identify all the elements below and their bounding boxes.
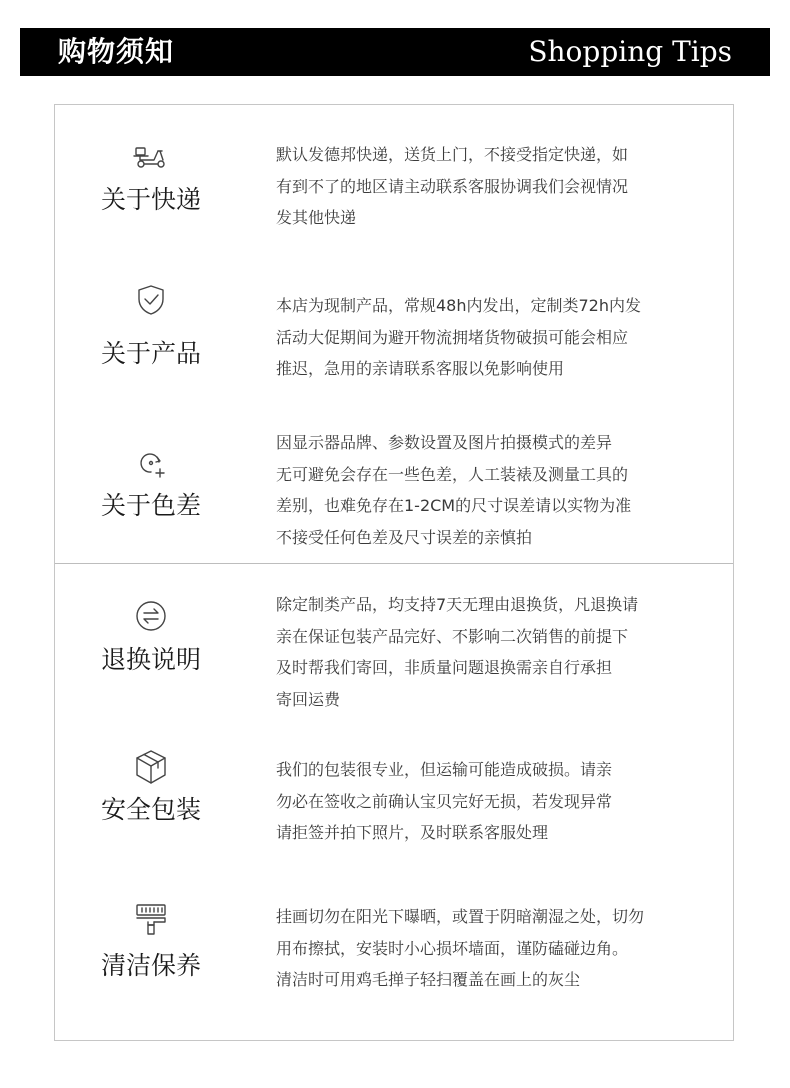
header-title-cn: 购物须知 bbox=[58, 35, 175, 68]
description-line: 挂画切勿在阳光下曝晒，或置于阴暗潮湿之处，切勿 bbox=[276, 907, 645, 926]
description-line: 活动大促期间为避开物流拥堵货物破损可能会相应 bbox=[276, 327, 629, 347]
description-line: 本店为现制产品，常规48h内发出，定制类72h内发 bbox=[276, 296, 642, 315]
description-line: 勿必在签收之前确认宝贝完好无损，若发现异常 bbox=[276, 791, 613, 811]
section-description bbox=[276, 589, 716, 715]
description-line: 亲在保证包装产品完好、不影响二次销售的前提下 bbox=[276, 626, 629, 646]
header-title-en: Shopping Tips bbox=[528, 35, 732, 68]
description-line: 用布擦拭，安装时小心损坏墙面，谨防磕碰边角。 bbox=[276, 938, 629, 958]
section-title: 退换说明 bbox=[100, 645, 201, 674]
description-line: 推迟，急用的亲请联系客服以免影响使用 bbox=[276, 359, 565, 378]
section-title: 安全包装 bbox=[100, 795, 201, 824]
description-line: 差别，也难免存在1-2CM的尺寸误差请以实物为准 bbox=[276, 496, 632, 515]
description-line: 及时帮我们寄回，非质量问题退换需亲自行承担 bbox=[276, 658, 613, 677]
description-line: 除定制类产品，均支持7天无理由退换货，凡退换请 bbox=[276, 595, 639, 614]
description-line: 默认发德邦快递，送货上门，不接受指定快递，如 bbox=[276, 145, 629, 164]
header-bar bbox=[20, 28, 770, 76]
section-description bbox=[276, 290, 716, 385]
section-description bbox=[276, 754, 716, 849]
refresh-plus-icon bbox=[131, 443, 171, 483]
section-divider bbox=[55, 563, 733, 564]
tips-panel bbox=[54, 104, 734, 1041]
package-box-icon bbox=[131, 747, 171, 787]
section-title: 清洁保养 bbox=[100, 951, 201, 980]
section-title: 关于快递 bbox=[100, 185, 201, 214]
description-line: 发其他快递 bbox=[276, 208, 357, 227]
description-line: 寄回运费 bbox=[276, 689, 341, 709]
section-description bbox=[276, 901, 716, 996]
brush-icon bbox=[131, 899, 171, 939]
description-line: 有到不了的地区请主动联系客服协调我们会视情况 bbox=[276, 176, 629, 196]
description-line: 不接受任何色差及尺寸误差的亲慎拍 bbox=[276, 527, 533, 547]
description-line: 清洁时可用鸡毛掸子轻扫覆盖在画上的灰尘 bbox=[276, 970, 581, 989]
section-title: 关于产品 bbox=[100, 339, 201, 368]
shield-check-icon bbox=[131, 281, 171, 321]
scooter-icon bbox=[131, 139, 171, 179]
description-line: 无可避免会存在一些色差，人工装裱及测量工具的 bbox=[276, 464, 629, 484]
section-description bbox=[276, 139, 716, 234]
description-line: 因显示器品牌、参数设置及图片拍摄模式的差异 bbox=[276, 433, 613, 452]
section-title: 关于色差 bbox=[100, 491, 201, 520]
description-line: 请拒签并拍下照片，及时联系客服处理 bbox=[276, 823, 549, 842]
section-description bbox=[276, 427, 716, 553]
description-line: 我们的包装很专业，但运输可能造成破损。请亲 bbox=[276, 760, 613, 779]
exchange-circle-icon bbox=[131, 596, 171, 636]
